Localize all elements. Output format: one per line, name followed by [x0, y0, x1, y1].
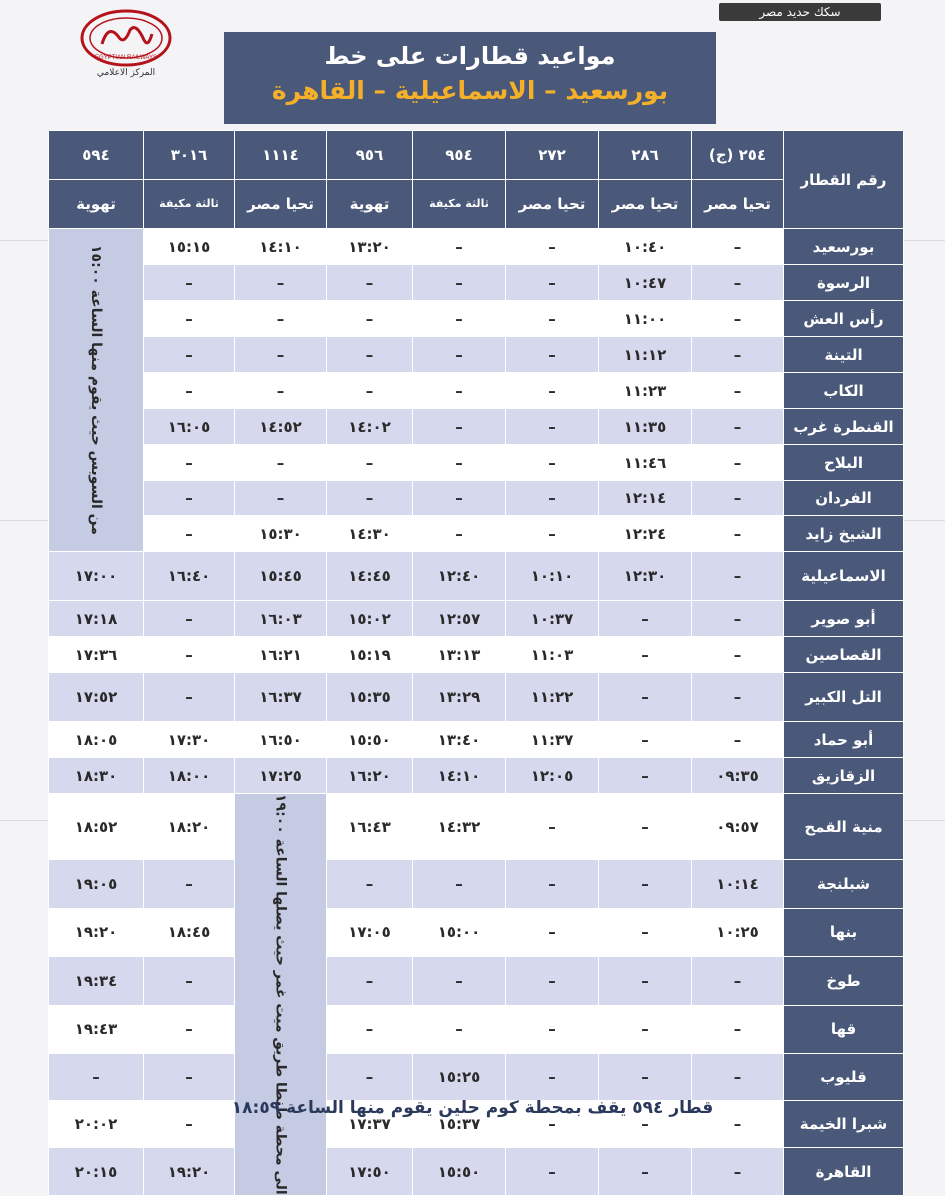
time-cell: ١٧:٠٠ [49, 552, 144, 601]
time-cell: ١٩:٢٠ [49, 908, 144, 957]
time-cell: – [327, 1054, 413, 1101]
time-cell: – [327, 481, 413, 516]
egyptian-railways-logo [74, 6, 178, 84]
time-cell: – [144, 445, 235, 481]
train-type: تهوية [327, 180, 413, 229]
table-row [49, 794, 904, 860]
time-cell: – [413, 1005, 506, 1054]
time-cell: ١٥:٤٥ [235, 552, 327, 601]
station-name: القاهرة [784, 1148, 904, 1195]
time-cell: ١٢:٤٠ [413, 552, 506, 601]
train-type: تحيا مصر [599, 180, 692, 229]
train-number-row [49, 131, 904, 180]
time-cell: – [327, 1005, 413, 1054]
time-cell: – [144, 301, 235, 337]
time-cell: – [599, 673, 692, 722]
table-row [49, 1054, 904, 1101]
time-cell: – [144, 373, 235, 409]
time-cell: – [506, 860, 599, 909]
time-cell: – [506, 794, 599, 860]
train-number: ٢٥٤ (ج) [692, 131, 784, 180]
time-cell: ١٢:٠٥ [506, 758, 599, 794]
time-cell: – [144, 337, 235, 373]
station-name: طوخ [784, 957, 904, 1006]
time-cell: – [413, 516, 506, 552]
time-cell: ١٨:٠٥ [49, 722, 144, 758]
time-cell: – [692, 601, 784, 637]
time-cell: – [692, 373, 784, 409]
time-cell: – [692, 229, 784, 265]
time-cell: – [599, 758, 692, 794]
time-cell: ١١:٠٠ [599, 301, 692, 337]
time-cell: ١٦:٢١ [235, 637, 327, 673]
time-cell: – [144, 673, 235, 722]
time-cell: – [692, 445, 784, 481]
time-cell: ١٢:٢٤ [599, 516, 692, 552]
train-type: ثالثة مكيفة [144, 180, 235, 229]
table-row [49, 445, 904, 481]
train-number: ٢٨٦ [599, 131, 692, 180]
time-cell: – [599, 637, 692, 673]
station-name: القصاصين [784, 637, 904, 673]
station-name: شبلنجة [784, 860, 904, 909]
time-cell: ١٧:١٨ [49, 601, 144, 637]
time-cell: ١٧:٣٧ [327, 1101, 413, 1148]
time-cell: ٢٠:٠٢ [49, 1101, 144, 1148]
time-cell: ١٢:٥٧ [413, 601, 506, 637]
time-cell: ١٨:٢٠ [144, 794, 235, 860]
time-cell: – [599, 1148, 692, 1195]
note-train-594: من السويس حيث يقوم منها الساعة ١٥:٠٠ [49, 229, 144, 552]
table-row [49, 722, 904, 758]
table-row [49, 337, 904, 373]
time-cell: – [599, 1054, 692, 1101]
time-cell: ١١:٢٣ [599, 373, 692, 409]
station-name: الكاب [784, 373, 904, 409]
time-cell: ١٦:٥٠ [235, 722, 327, 758]
station-name: منية القمح [784, 794, 904, 860]
time-cell: – [506, 229, 599, 265]
time-cell: ١٤:١٠ [413, 758, 506, 794]
station-name: رأس العش [784, 301, 904, 337]
time-cell: – [235, 481, 327, 516]
time-cell: – [413, 337, 506, 373]
table-row [49, 1005, 904, 1054]
time-cell: ١٦:٤٠ [144, 552, 235, 601]
time-cell: – [506, 301, 599, 337]
time-cell: – [692, 1148, 784, 1195]
time-cell: – [144, 957, 235, 1006]
table-row [49, 301, 904, 337]
station-name: قليوب [784, 1054, 904, 1101]
time-cell: – [235, 445, 327, 481]
station-name: أبو صوير [784, 601, 904, 637]
time-cell: ١٣:٢٩ [413, 673, 506, 722]
time-cell: – [49, 1054, 144, 1101]
time-cell: – [327, 373, 413, 409]
station-name: القنطرة غرب [784, 409, 904, 445]
station-name: بورسعيد [784, 229, 904, 265]
time-cell: – [692, 265, 784, 301]
time-cell: – [506, 337, 599, 373]
time-cell: – [599, 957, 692, 1006]
time-cell: ١٦:٢٠ [327, 758, 413, 794]
time-cell: ١١:٠٣ [506, 637, 599, 673]
station-name: الاسماعيلية [784, 552, 904, 601]
time-cell: – [692, 1054, 784, 1101]
station-name: شبرا الخيمة [784, 1101, 904, 1148]
time-cell: ١٠:٤٧ [599, 265, 692, 301]
time-cell: – [144, 860, 235, 909]
table-row [49, 673, 904, 722]
station-name: قها [784, 1005, 904, 1054]
time-cell: – [599, 908, 692, 957]
time-cell: ١٥:٠٠ [413, 908, 506, 957]
brand-badge [719, 3, 881, 21]
time-cell: – [413, 229, 506, 265]
time-cell: – [692, 1005, 784, 1054]
table-row [49, 957, 904, 1006]
time-cell: – [413, 301, 506, 337]
time-cell: – [144, 1101, 235, 1148]
time-cell: – [413, 860, 506, 909]
time-cell: – [506, 957, 599, 1006]
train-number: ١١١٤ [235, 131, 327, 180]
time-cell: ١٩:٤٣ [49, 1005, 144, 1054]
station-name: البلاح [784, 445, 904, 481]
time-cell: – [327, 265, 413, 301]
time-cell: – [413, 957, 506, 1006]
time-cell: ١٣:٢٠ [327, 229, 413, 265]
time-cell: – [692, 722, 784, 758]
station-name: بنها [784, 908, 904, 957]
route-title: بورسعيد – الاسماعيلية – القاهرة [271, 76, 669, 105]
time-cell: – [506, 908, 599, 957]
time-cell: ١٥:٣٥ [327, 673, 413, 722]
time-cell: – [235, 373, 327, 409]
time-cell: ١٦:٣٧ [235, 673, 327, 722]
time-cell: – [506, 1101, 599, 1148]
table-row [49, 601, 904, 637]
brand-text: سكك حديد مصر [759, 5, 841, 19]
time-cell: – [692, 673, 784, 722]
time-cell: – [506, 1148, 599, 1195]
time-cell: – [692, 1101, 784, 1148]
time-cell: – [692, 957, 784, 1006]
train-number: ٥٩٤ [49, 131, 144, 180]
time-cell: – [692, 516, 784, 552]
time-cell: – [506, 1005, 599, 1054]
time-cell: – [692, 301, 784, 337]
time-cell: ١٦:٤٣ [327, 794, 413, 860]
time-cell: ٠٩:٥٧ [692, 794, 784, 860]
time-cell: – [144, 1054, 235, 1101]
time-cell: ١٨:٤٥ [144, 908, 235, 957]
time-cell: ١٧:٢٥ [235, 758, 327, 794]
time-cell: ٢٠:١٥ [49, 1148, 144, 1195]
train-number: ٣٠١٦ [144, 131, 235, 180]
schedule-table [48, 130, 904, 1196]
station-name: الشيخ زايد [784, 516, 904, 552]
time-cell: ١٧:٣٠ [144, 722, 235, 758]
time-cell: – [327, 445, 413, 481]
time-cell: – [692, 637, 784, 673]
time-cell: ١٨:٣٠ [49, 758, 144, 794]
time-cell: ١٥:٠٢ [327, 601, 413, 637]
train-number: ٢٧٢ [506, 131, 599, 180]
time-cell: ١٠:٤٠ [599, 229, 692, 265]
time-cell: – [413, 265, 506, 301]
time-cell: – [413, 409, 506, 445]
table-row [49, 516, 904, 552]
time-cell: ١٤:٠٢ [327, 409, 413, 445]
time-cell: – [506, 409, 599, 445]
time-cell: ١١:٢٢ [506, 673, 599, 722]
train-number: ٩٥٤ [413, 131, 506, 180]
time-cell: ١٦:٠٥ [144, 409, 235, 445]
time-cell: ١١:٣٥ [599, 409, 692, 445]
time-cell: – [327, 860, 413, 909]
time-cell: – [599, 794, 692, 860]
time-cell: – [599, 601, 692, 637]
time-cell: ١١:١٢ [599, 337, 692, 373]
time-cell: – [144, 265, 235, 301]
time-cell: ١٥:١٩ [327, 637, 413, 673]
table-row [49, 758, 904, 794]
time-cell: – [235, 337, 327, 373]
time-cell: ١٠:١٠ [506, 552, 599, 601]
time-cell: – [692, 337, 784, 373]
table-row [49, 552, 904, 601]
time-cell: – [235, 301, 327, 337]
time-cell: – [599, 860, 692, 909]
table-row [49, 637, 904, 673]
time-cell: ١٦:٠٣ [235, 601, 327, 637]
time-cell: – [144, 637, 235, 673]
page-title: مواعيد قطارات على خط [324, 42, 616, 70]
time-cell: ١٩:٠٥ [49, 860, 144, 909]
time-cell: ١٥:١٥ [144, 229, 235, 265]
train-type: تحيا مصر [692, 180, 784, 229]
time-cell: ١٠:١٤ [692, 860, 784, 909]
time-cell: – [506, 516, 599, 552]
time-cell: ١٧:٥٠ [327, 1148, 413, 1195]
time-cell: ١٣:٤٠ [413, 722, 506, 758]
time-cell: ١١:٣٧ [506, 722, 599, 758]
station-name: التل الكبير [784, 673, 904, 722]
time-cell: ١٤:٣٢ [413, 794, 506, 860]
table-row [49, 908, 904, 957]
time-cell: ١٥:٥٠ [413, 1148, 506, 1195]
time-cell: – [506, 481, 599, 516]
time-cell: – [599, 1005, 692, 1054]
table-row [49, 229, 904, 265]
train-type: ثالثة مكيفة [413, 180, 506, 229]
time-cell: ١٤:٤٥ [327, 552, 413, 601]
train-type-row [49, 180, 904, 229]
time-cell: ١٤:٥٢ [235, 409, 327, 445]
table-row [49, 1148, 904, 1195]
time-cell: – [692, 409, 784, 445]
time-cell: ١٥:٣٠ [235, 516, 327, 552]
time-cell: ١٥:٢٥ [413, 1054, 506, 1101]
station-name: الرسوة [784, 265, 904, 301]
time-cell: ١٧:٠٥ [327, 908, 413, 957]
time-cell: – [144, 1005, 235, 1054]
station-name: الزقازيق [784, 758, 904, 794]
table-row [49, 373, 904, 409]
time-cell: ١٠:٣٧ [506, 601, 599, 637]
time-cell: ١٥:٥٠ [327, 722, 413, 758]
time-cell: – [506, 445, 599, 481]
time-cell: – [506, 373, 599, 409]
table-row [49, 481, 904, 516]
logo-caption: المركز الاعلامي [96, 68, 156, 78]
station-name: التينة [784, 337, 904, 373]
time-cell: – [506, 1054, 599, 1101]
note-train-1114: الى محطة طنطا طريق ميت غمر حيث يصلها الساعة ١٩:٠٠ [235, 794, 327, 1196]
svg-text:EGYPTIAN RAILWAYS: EGYPTIAN RAILWAYS [95, 55, 157, 61]
time-cell: ١٩:٢٠ [144, 1148, 235, 1195]
time-cell: – [235, 265, 327, 301]
time-cell: ١٩:٣٤ [49, 957, 144, 1006]
time-cell: ١٢:١٤ [599, 481, 692, 516]
time-cell: – [327, 301, 413, 337]
time-cell: – [413, 481, 506, 516]
time-cell: – [327, 337, 413, 373]
time-cell: ١٤:٣٠ [327, 516, 413, 552]
footer-note: قطار ٥٩٤ يقف بمحطة كوم حلين يقوم منها الساعة ١٨:٥٩ [231, 1098, 714, 1118]
time-cell: ١٢:٣٠ [599, 552, 692, 601]
station-name: أبو حماد [784, 722, 904, 758]
corner-label: رقم القطار [784, 131, 904, 229]
time-cell: ١٨:٥٢ [49, 794, 144, 860]
time-cell: – [692, 481, 784, 516]
train-number: ٩٥٦ [327, 131, 413, 180]
time-cell: – [144, 516, 235, 552]
train-type: تهوية [49, 180, 144, 229]
time-cell: ١٠:٢٥ [692, 908, 784, 957]
time-cell: – [692, 552, 784, 601]
title-box [224, 32, 716, 124]
time-cell: – [144, 601, 235, 637]
time-cell: – [599, 1101, 692, 1148]
station-name: الفردان [784, 481, 904, 516]
time-cell: – [506, 265, 599, 301]
time-cell: – [599, 722, 692, 758]
time-cell: ١٣:١٣ [413, 637, 506, 673]
time-cell: – [413, 445, 506, 481]
time-cell: ١٨:٠٠ [144, 758, 235, 794]
train-type: تحيا مصر [235, 180, 327, 229]
time-cell: ١٧:٣٦ [49, 637, 144, 673]
time-cell: – [327, 957, 413, 1006]
time-cell: ١٥:٣٧ [413, 1101, 506, 1148]
time-cell: ١٤:١٠ [235, 229, 327, 265]
time-cell: – [144, 481, 235, 516]
table-row [49, 265, 904, 301]
table-row [49, 860, 904, 909]
train-type: تحيا مصر [506, 180, 599, 229]
time-cell: ١٧:٥٢ [49, 673, 144, 722]
table-row [49, 409, 904, 445]
time-cell: – [413, 373, 506, 409]
time-cell: ١١:٤٦ [599, 445, 692, 481]
time-cell: ٠٩:٣٥ [692, 758, 784, 794]
